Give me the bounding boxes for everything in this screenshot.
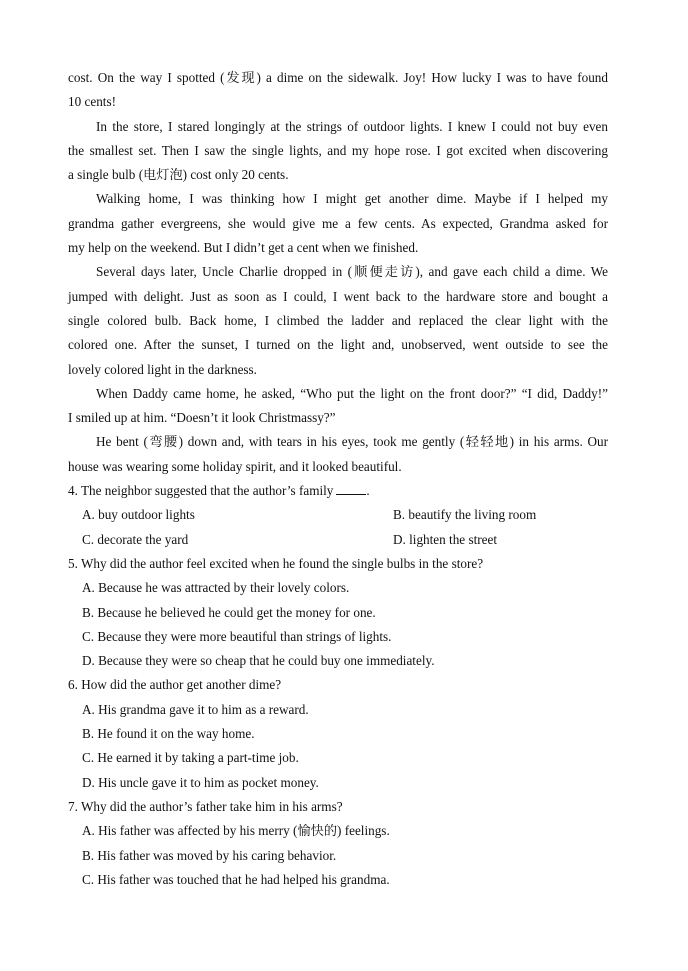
option-c: C. Because they were more beautiful than strings of lights. (82, 628, 392, 644)
question-6 (68, 673, 608, 794)
option-b: B. Because he believed he could get the money for one. (82, 604, 376, 620)
question-stem: 6. How did the author get another dime? (68, 677, 282, 693)
option-d: D. Because they were so cheap that he could buy one immediately. (82, 653, 435, 669)
option-b: B. beautify the living room (393, 507, 537, 523)
story-line: cost. On the way I spotted (发现) a dime on the sidewalk. Joy! How lucky I was to have found (68, 70, 608, 85)
document-page (68, 66, 608, 892)
question-stem (68, 479, 608, 503)
option-a: A. buy outdoor lights (82, 507, 195, 523)
option-a: A. His father was affected by his merry (愉快的) feelings. (82, 823, 390, 839)
answer-blank (336, 481, 366, 495)
question-5 (68, 552, 608, 673)
option-d: D. His uncle gave it to him as pocket money. (82, 774, 319, 790)
story-line: grandma gather evergreens, she would give me a few cents. As expected, Grandma asked for (68, 215, 608, 231)
story-line: Walking home, I was thinking how I might get another dime. Maybe if I helped my (96, 191, 608, 207)
story-line: When Daddy came home, he asked, “Who put the light on the front door?” “I did, Daddy!” (96, 385, 608, 401)
story-line: the smallest set. Then I saw the single lights, and my hope rose. I got excited when discovering (68, 142, 608, 158)
option-d: D. lighten the street (393, 531, 498, 547)
question-stem-text: 4. The neighbor suggested that the author’s family (68, 483, 334, 499)
question-stem: 7. Why did the author’s father take him in his arms? (68, 798, 343, 814)
option-row (68, 528, 608, 552)
option-b: B. He found it on the way home. (82, 726, 255, 742)
option-a: A. His grandma gave it to him as a reward. (82, 701, 309, 717)
question-stem: 5. Why did the author feel excited when he found the single bulbs in the store? (68, 555, 484, 571)
question-stem-end: . (366, 483, 370, 499)
option-c: C. decorate the yard (82, 531, 189, 547)
story-line: single colored bulb. Back home, I climbed the ladder and replaced the clear light with the (68, 312, 608, 328)
story-line: I smiled up at him. “Doesn’t it look Christmassy?” (68, 410, 336, 426)
question-7 (68, 795, 608, 892)
story-passage (68, 66, 608, 479)
story-line: lovely colored light in the darkness. (68, 361, 257, 377)
story-line: a single bulb (电灯泡) cost only 20 cents. (68, 167, 289, 183)
story-line: In the store, I stared longingly at the strings of outdoor lights. I knew I could not buy even (96, 118, 608, 134)
story-line: my help on the weekend. But I didn’t get a cent when we finished. (68, 240, 419, 256)
story-line: colored one. After the sunset, I turned on the light and, unobserved, went outside to see the (68, 337, 608, 353)
story-line: He bent (弯腰) down and, with tears in his eyes, took me gently (轻轻地) in his arms. Our (96, 434, 608, 450)
story-line: Several days later, Uncle Charlie dropped in (顺便走访), and gave each child a dime. We (96, 264, 608, 280)
story-line: jumped with delight. Just as soon as I could, I went back to the hardware store and bought a (68, 288, 608, 304)
option-row (68, 503, 608, 527)
option-c: C. His father was touched that he had helped his grandma. (82, 871, 390, 887)
story-line: 10 cents! (68, 94, 116, 110)
option-b: B. His father was moved by his caring behavior. (82, 847, 337, 863)
question-4 (68, 479, 608, 552)
story-line: house was wearing some holiday spirit, and it looked beautiful. (68, 458, 402, 474)
option-a: A. Because he was attracted by their lovely colors. (82, 580, 350, 596)
option-c: C. He earned it by taking a part-time job. (82, 750, 299, 766)
